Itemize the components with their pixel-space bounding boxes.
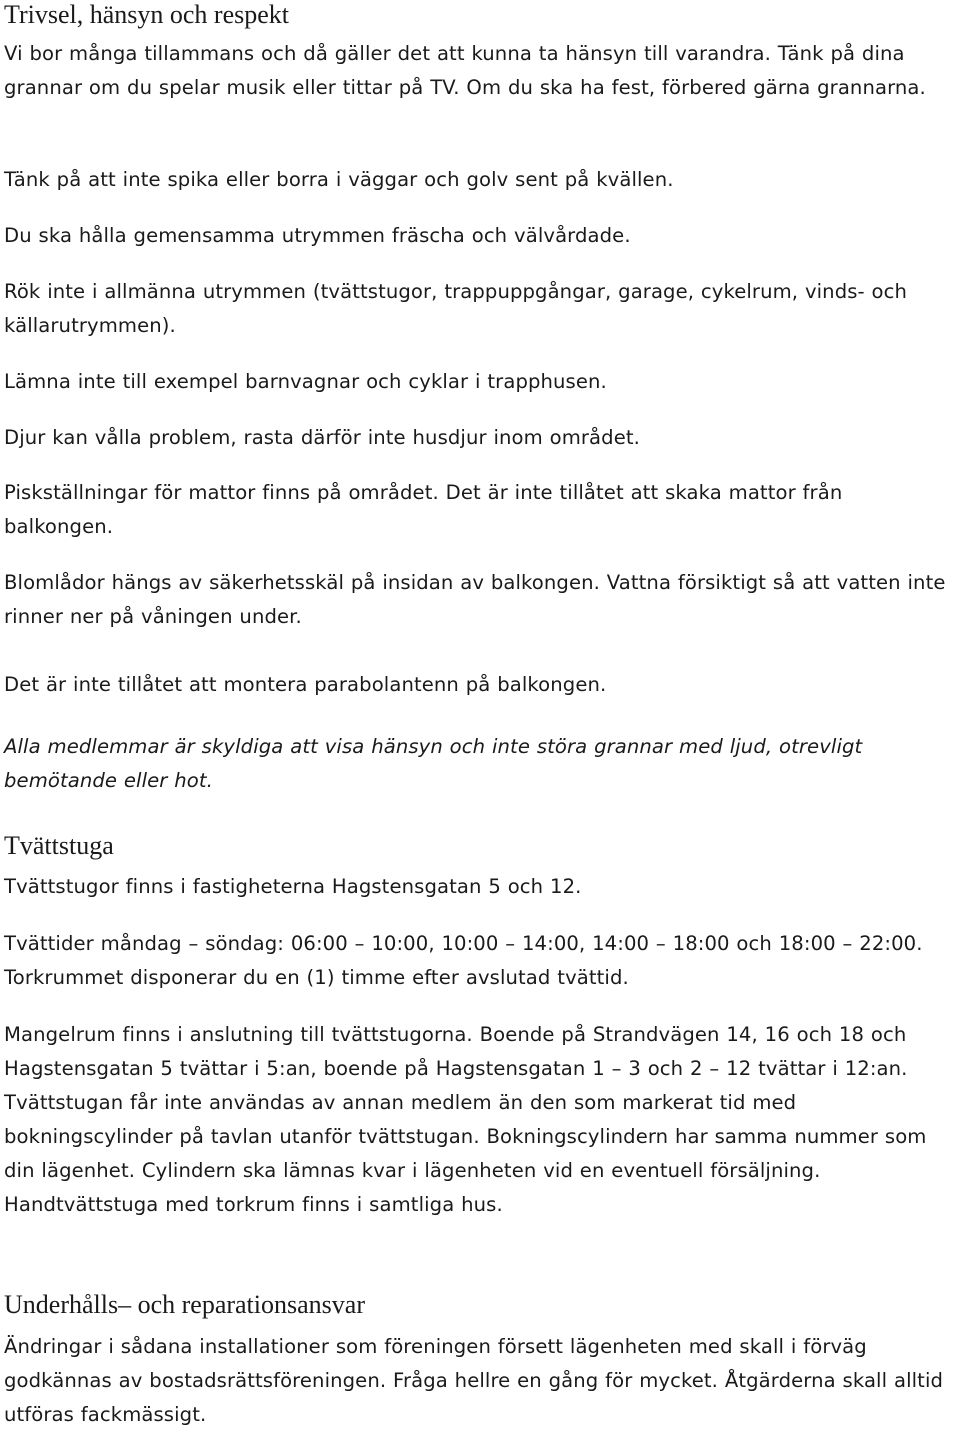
paragraph-rok: Rök inte i allmänna utrymmen (tvättstugor, trappuppgångar, garage, cykelrum, vinds- och källarutrymmen). [4,280,908,337]
paragraph-hansyn: Vi bor många tillammans och då gäller det att kunna ta hänsyn till varandra. Tänk på dina grannar om du spelar musik eller tittar på TV. Om du ska ha fest, förbered gärna grannarna. [4,42,926,99]
paragraph-spika: Tänk på att inte spika eller borra i väggar och golv sent på kvällen. [4,168,674,191]
paragraph-tvattstugor: Tvättstugor finns i fastigheterna Hagstensgatan 5 och 12. [4,875,582,898]
paragraph-medlemmar: Alla medlemmar är skyldiga att visa hänsyn och inte störa grannar med ljud, otrevligt bemötande eller hot. [4,735,863,792]
section-heading-underhall: Underhålls– och reparationsansvar [4,1290,365,1319]
paragraph-piskstallningar: Piskställningar för mattor finns på området. Det är inte tillåtet att skaka mattor från balkongen. [4,481,843,538]
paragraph-gemensamma: Du ska hålla gemensamma utrymmen fräscha och välvårdade. [4,224,631,247]
paragraph-andringar: Ändringar i sådana installationer som föreningen försett lägenheten med skall i förväg godkännas av bostadsrättsföreningen. Fråga hellre en gång för mycket. Åtgärderna skall alltid utföras fackmässigt. [4,1335,944,1426]
paragraph-barnvagnar: Lämna inte till exempel barnvagnar och cyklar i trapphusen. [4,370,607,393]
section-heading-trivsel: Trivsel, hänsyn och respekt [4,0,290,29]
paragraph-parabolantenn: Det är inte tillåtet att montera parabolantenn på balkongen. [4,673,607,696]
section-heading-tvattstuga: Tvättstuga [4,831,114,860]
paragraph-mangelrum: Mangelrum finns i anslutning till tvättstugorna. Boende på Strandvägen 14, 16 och 18 och Hagstensgatan 5 tvättar i 5:an, boende på Hagstensgatan 1 – 3 och 2 – 12 tvättar i 12:an. Tvättstugan får inte användas av annan medlem än den som markerat tid med bokningscylinder på tavlan utanför tvättstugan. Bokningscylindern har samma nummer som din lägenhet. Cylindern ska lämnas kvar i lägenheten vid en eventuell försäljning. Handtvättstuga med torkrum finns i samtliga hus. [4,1023,927,1216]
paragraph-tvattider: Tvättider måndag – söndag: 06:00 – 10:00, 10:00 – 14:00, 14:00 – 18:00 och 18:00 – 22:00. Torkrummet disponerar du en (1) timme efter avslutad tvättid. [4,932,923,989]
paragraph-djur: Djur kan vålla problem, rasta därför inte husdjur inom området. [4,426,640,449]
paragraph-blomlador: Blomlådor hängs av säkerhetsskäl på insidan av balkongen. Vattna försiktigt så att vatten inte rinner ner på våningen under. [4,571,946,628]
